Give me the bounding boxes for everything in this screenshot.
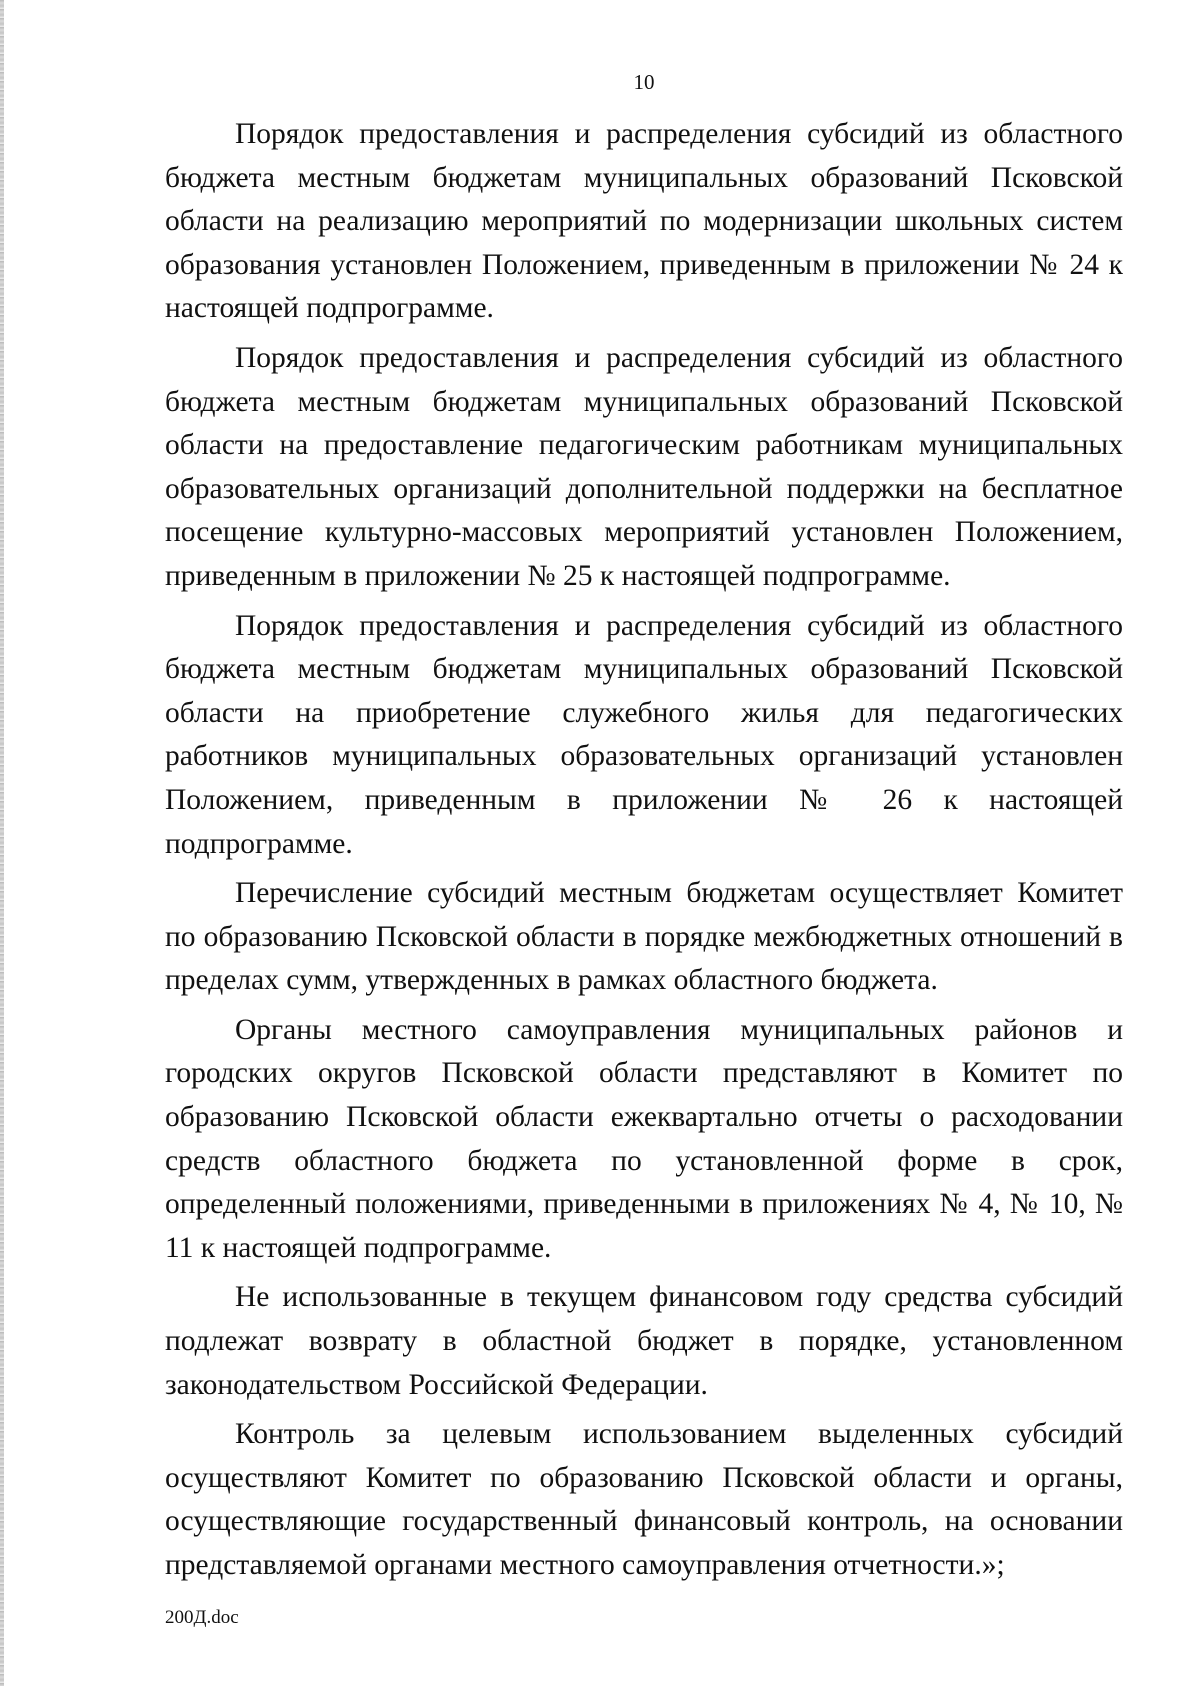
page-number: 10 <box>633 70 655 94</box>
paragraph-1: Порядок предоставления и распределения субсидий из областного бюджета местным бюджетам муниципальных образований Псковской области на реализацию мероприятий по модернизации школьных систем образования установлен Положением, приведенным в приложении № 24 к настоящей подпрограмме. <box>165 118 1123 325</box>
paragraph-5: Органы местного самоуправления муниципальных районов и городских округов Псковской области представляют в Комитет по образованию Псковской области ежеквартально отчеты о расходовании средств областного бюджета по установленной форме в срок, определенный положениями, приведенными в приложениях № 4, № 10, № 11 к настоящей подпрограмме. <box>165 1013 1123 1264</box>
paragraph-3: Порядок предоставления и распределения субсидий из областного бюджета местным бюджетам муниципальных образований Псковской области на приобретение служебного жилья для педагогических работников муниципальных образовательных организаций установлен Положением, приведенным в приложении № 26 к настоящей подпрограмме. <box>165 609 1123 860</box>
footer-filename: 200Д.doc <box>165 1607 239 1628</box>
paragraph-4: Перечисление субсидий местным бюджетам осуществляет Комитет по образованию Псковской области в порядке межбюджетных отношений в пределах сумм, утвержденных в рамках областного бюджета. <box>165 877 1123 997</box>
paragraph-2: Порядок предоставления и распределения субсидий из областного бюджета местным бюджетам муниципальных образований Псковской области на предоставление педагогическим работникам муниципальных образовательных организаций дополнительной поддержки на бесплатное посещение культурно-массовых мероприятий установлен Положением, приведенным в приложении № 25 к настоящей подпрограмме. <box>165 341 1123 592</box>
paragraph-7: Контроль за целевым использованием выделенных субсидий осуществляют Комитет по образованию Псковской области и органы, осуществляющие государственный финансовый контроль, на основании представляемой органами местного самоуправления отчетности.»; <box>165 1418 1123 1581</box>
document-body <box>165 113 1123 1594</box>
scan-edge <box>0 0 4 1686</box>
paragraph-6: Не использованные в текущем финансовом году средства субсидий подлежат возврату в областной бюджет в порядке, установленном законодательством Российской Федерации. <box>165 1281 1123 1401</box>
